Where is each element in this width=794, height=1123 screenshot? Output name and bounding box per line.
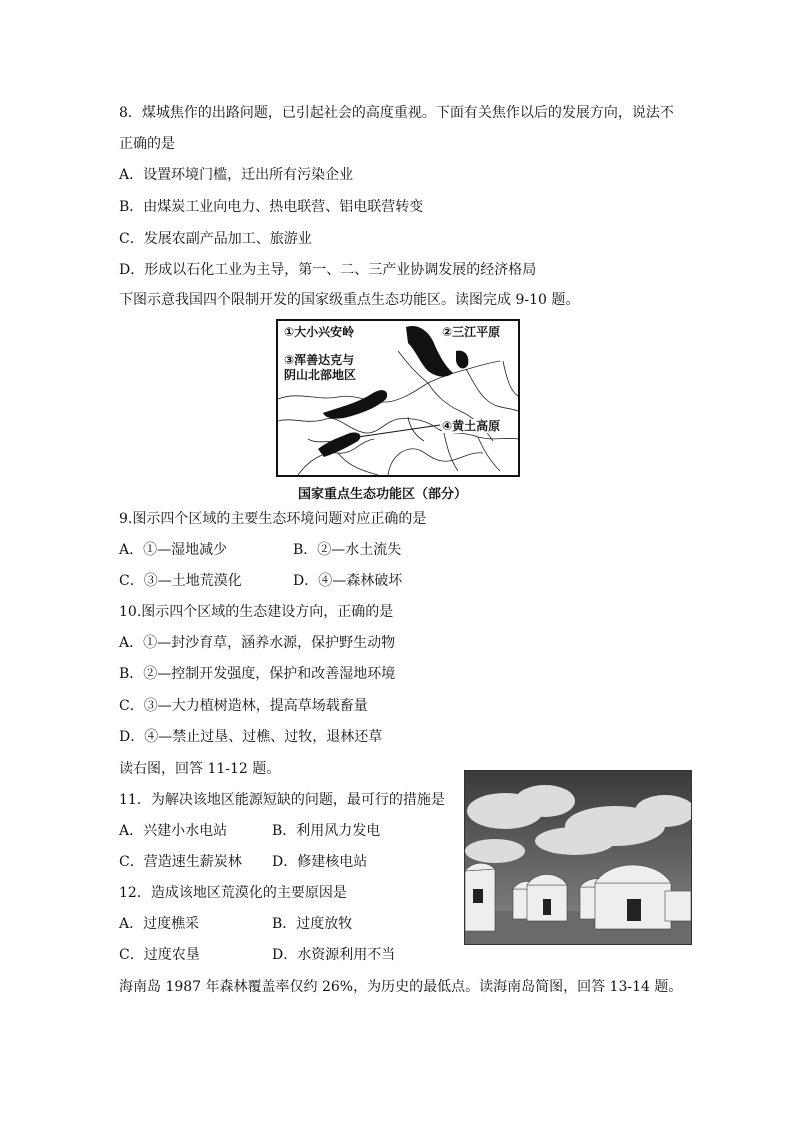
q10-option-d: D．④—禁止过垦、过樵、过牧，退林还草 [119, 729, 383, 745]
q12-option-b: B．过度放牧 [272, 916, 353, 932]
ecological-zones-map [276, 319, 520, 477]
q8-option-b: B．由煤炭工业向电力、热电联营、铝电联营转变 [119, 199, 424, 215]
q9-option-b: B．②—水土流失 [293, 542, 402, 558]
q8-option-a: A．设置环境门槛，迁出所有污染企业 [119, 167, 354, 183]
map-label-zone-2: ②三江平原 [442, 325, 501, 339]
q10-option-a: A．①—封沙育草，涵养水源，保护野生动物 [119, 635, 396, 651]
zone-3-shape [323, 390, 387, 419]
intro-11-12: 读右图，回答 11-12 题。 [119, 761, 281, 777]
zone-2-shape [456, 351, 468, 369]
q8-stem-line1: 8．煤城焦作的出路问题，已引起社会的高度重视。下面有关焦作以后的发展方向，说法不 [119, 105, 674, 121]
q8-stem-line2: 正确的是 [119, 136, 175, 152]
q12-option-d: D．水资源利用不当 [272, 947, 396, 963]
q11-option-a: A．兴建小水电站 [119, 823, 228, 839]
map-label-zone-4: ④黄土高原 [442, 419, 501, 433]
map-label-zone-3b: 阴山北部地区 [284, 368, 357, 382]
zone-4-pointer [358, 425, 440, 437]
map-label-zone-1: ①大小兴安岭 [284, 325, 355, 339]
q12-stem: 12．造成该地区荒漠化的主要原因是 [119, 885, 347, 901]
q11-option-d: D．修建核电站 [272, 854, 368, 870]
q10-option-b: B．②—控制开发强度，保护和改善湿地环境 [119, 666, 396, 682]
q9-option-d: D．④—森林破坏 [293, 573, 403, 589]
q8-option-c: C．发展农副产品加工、旅游业 [119, 231, 312, 247]
q11-stem: 11．为解决该地区能源短缺的问题，最可行的措施是 [119, 792, 445, 808]
intro-9-10: 下图示意我国四个限制开发的国家级重点生态功能区。读图完成 9-10 题。 [119, 292, 580, 308]
q9-stem: 9.图示四个区域的主要生态环境问题对应正确的是 [119, 511, 427, 527]
q9-option-a: A．①—湿地减少 [119, 542, 228, 558]
q10-option-c: C．③—大力植树造林，提高草场载畜量 [119, 698, 368, 714]
q9-option-c: C．③—土地荒漠化 [119, 573, 242, 589]
q12-option-a: A．过度樵采 [119, 916, 200, 932]
map-drawing [278, 321, 518, 475]
yurt-photo-drawing [465, 771, 691, 944]
yurt-photo [464, 770, 692, 945]
q11-option-b: B．利用风力发电 [272, 823, 381, 839]
intro-13-14: 海南岛 1987 年森林覆盖率仅约 26%，为历史的最低点。读海南岛简图，回答 13-14 题。 [119, 979, 683, 995]
q8-option-d: D．形成以石化工业为主导，第一、二、三产业协调发展的经济格局 [119, 262, 537, 278]
q10-stem: 10.图示四个区域的生态建设方向，正确的是 [119, 604, 394, 620]
q11-option-c: C．营造速生薪炭林 [119, 854, 242, 870]
q12-option-c: C．过度农垦 [119, 947, 200, 963]
map-caption: 国家重点生态功能区（部分） [298, 487, 468, 502]
map-label-zone-3a: ③浑善达克与 [284, 353, 355, 367]
